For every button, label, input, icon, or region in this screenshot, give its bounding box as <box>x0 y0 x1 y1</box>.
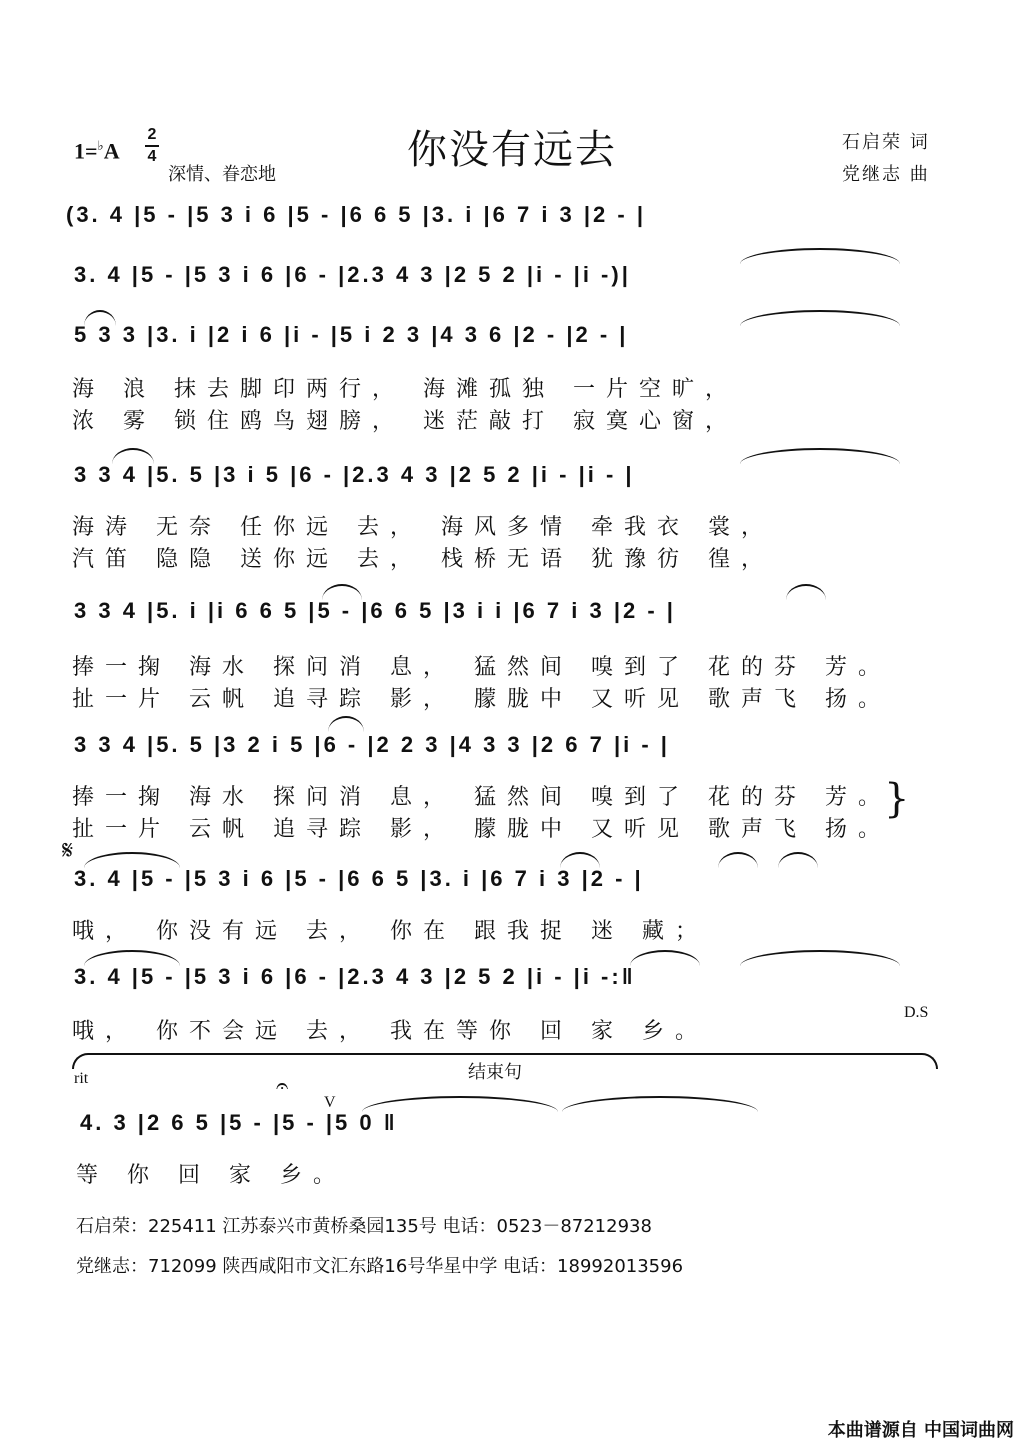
tie-arc <box>740 248 900 264</box>
lyric-line-8: 哦， 你不会远 去， 我在等你 回 家 乡。 <box>72 1019 708 1044</box>
slur-arc <box>84 852 180 868</box>
expression-marking: 深情、眷恋地 <box>168 164 276 185</box>
lyric-line-6a: 捧一掬 海水 探问消 息， 猛然间 嗅到了 花的芬 芳。 <box>72 785 891 810</box>
composer-credit: 党继志 曲 <box>842 164 930 185</box>
tie-arc <box>362 1096 558 1112</box>
lyric-line-5b: 扯一片 云帆 追寻踪 影， 朦胧中 又听见 歌声飞 扬。 <box>72 687 891 712</box>
key-prefix: 1= <box>74 138 98 164</box>
song-title: 你没有远去 <box>407 127 617 173</box>
breath-mark: V <box>324 1094 336 1111</box>
lyric-line-9: 等 你 回 家 乡。 <box>76 1163 346 1188</box>
lyric-line-4b: 汽笛 隐隐 送你远 去， 栈桥无语 犹豫彷 徨， <box>72 547 774 572</box>
score-line-6: 3 3 4 |5. 5 |3 2 i 5 |6 - |2 2 3 |4 3 3 |2 6 7 |i - | <box>74 732 670 757</box>
slur-arc <box>322 584 362 600</box>
lyric-line-6b: 扯一片 云帆 追寻踪 影， 朦胧中 又听见 歌声飞 扬。 <box>72 817 891 842</box>
brace-mark: } <box>884 776 910 822</box>
slur-arc <box>112 448 154 464</box>
rit-marking: rit <box>74 1070 89 1087</box>
tie-arc <box>562 1096 758 1112</box>
lyric-line-3a: 海 浪 抹去脚印两行， 海滩孤独 一片空旷， <box>72 377 738 402</box>
key-signature <box>74 138 120 164</box>
score-line-1: (3. 4 |5 - |5 3 i 6 |5 - |6 6 5 |3. i |6 7 i 3 |2 - | <box>66 202 646 227</box>
slur-arc <box>84 950 180 966</box>
source-footer: 本曲谱源自 中国词曲网 <box>827 1420 1014 1441</box>
tie-arc <box>740 310 900 326</box>
score-line-3: 5 3 3 |3. i |2 i 6 |i - |5 i 2 3 |4 3 6 |2 - |2 - | <box>74 322 629 347</box>
contact-composer: 党继志：712099 陕西咸阳市文汇东路16号华星中学 电话：18992013596 <box>76 1256 684 1277</box>
score-line-4: 3 3 4 |5. 5 |3 i 5 |6 - |2.3 4 3 |2 5 2 |i - |i - | <box>74 462 635 487</box>
flat-sign: ♭ <box>97 138 104 153</box>
meter-top: 2 <box>147 126 157 143</box>
slur-arc <box>630 950 700 966</box>
score-line-9: 4. 3 |2 6 5 |5 - |5 - |5 0 ‖ <box>80 1110 398 1135</box>
tie-arc <box>740 950 900 966</box>
slur-arc <box>718 852 758 868</box>
time-signature <box>145 126 159 166</box>
slur-arc <box>786 584 826 600</box>
meter-bottom: 4 <box>147 148 157 165</box>
lyric-line-4a: 海涛 无奈 任你远 去， 海风多情 牵我衣 裳， <box>72 515 774 540</box>
slur-arc <box>560 852 600 868</box>
contact-lyricist: 石启荣：225411 江苏泰兴市黄桥桑园135号 电话：0523－87212938 <box>76 1216 652 1237</box>
ds-marking: D.S <box>904 1004 929 1021</box>
ending-label: 结束句 <box>468 1062 522 1083</box>
score-line-2: 3. 4 |5 - |5 3 i 6 |6 - |2.3 4 3 |2 5 2 |i - |i -)| <box>74 262 631 287</box>
key-note: A <box>103 138 120 164</box>
segno-sign: 𝄋 <box>62 836 74 866</box>
slur-arc <box>778 852 818 868</box>
score-line-8: 3. 4 |5 - |5 3 i 6 |6 - |2.3 4 3 |2 5 2 |i - |i -:‖ <box>74 964 636 989</box>
tie-arc <box>740 448 900 464</box>
slur-arc <box>84 310 116 326</box>
lyric-line-3b: 浓 雾 锁住鸥鸟翅膀， 迷茫敲打 寂寞心窗， <box>72 409 738 434</box>
score-line-7: 3. 4 |5 - |5 3 i 6 |5 - |6 6 5 |3. i |6 7 i 3 |2 - | <box>74 866 644 891</box>
lyricist-credit: 石启荣 词 <box>842 132 930 153</box>
lyric-line-5a: 捧一掬 海水 探问消 息， 猛然间 嗅到了 花的芬 芳。 <box>72 655 891 680</box>
meter-divider <box>145 145 159 147</box>
score-line-5: 3 3 4 |5. i |i 6 6 5 |5 - |6 6 5 |3 i i |6 7 i 3 |2 - | <box>74 598 676 623</box>
lyric-line-7: 哦， 你没有远 去， 你在 跟我捉 迷 藏； <box>72 919 708 944</box>
slur-arc <box>328 716 364 732</box>
fermata-icon: 𝄐 <box>276 1074 289 1099</box>
